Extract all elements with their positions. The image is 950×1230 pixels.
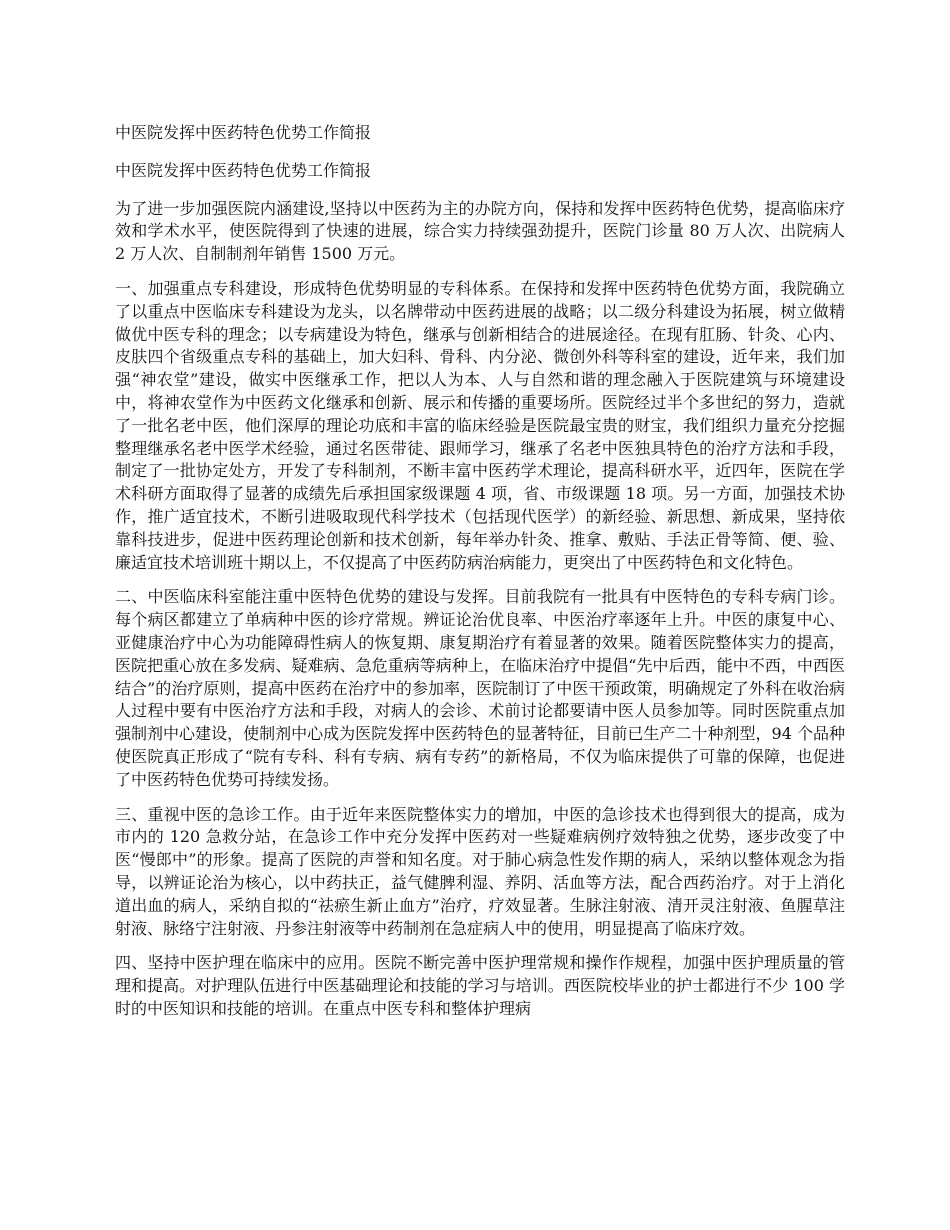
section-2-paragraph: 二、中医临床科室能注重中医特色优势的建设与发挥。目前我院有一批具有中医特色的专科专病门诊。每个病区都建立了单病种中医的诊疗常规。辨证论治优良率、中医治疗率逐年上升。中医的康复中心、亚健康治疗中心为功能障碍性病人的恢复期、康复期治疗有着显著的效果。随着医院整体实力的提高，医院把重心放在多发病、疑难病、急危重病等病种上，在临床治疗中提倡“先中后西，能中不西，中西医结合”的治疗原则，提高中医药在治疗中的参加率，医院制订了中医干预政策，明确规定了外科在收治病人过程中要有中医治疗方法和手段，对病人的会诊、术前讨论都要请中医人员参加等。同时医院重点加强制剂中心建设，使制剂中心成为医院发挥中医药特色的显著特征，目前已生产二十种剂型，94 个品种使医院真正形成了“院有专科、科有专病、病有专药”的新格局，不仅为临床提供了可靠的保障，也促进了中医药特色优势可持续发扬。 xyxy=(115,587,845,789)
section-3-paragraph: 三、重视中医的急诊工作。由于近年来医院整体实力的增加，中医的急诊技术也得到很大的提高，成为市内的 120 急救分站，在急诊工作中充分发挥中医药对一些疑难病例疗效特独之优势，逐步改变了中医“慢郎中”的形象。提高了医院的声誉和知名度。对于肺心病急性发作期的病人，采纳以整体观念为指导，以辨证论治为核心，以中药扶正，益气健脾利湿、养阴、活血等方法，配合西药治疗。对于上消化道出血的病人，采纳自拟的“祛瘀生新止血方”治疗，疗效显著。生脉注射液、清开灵注射液、鱼腥草注射液、脉络宁注射液、丹参注射液等中药制剂在急症病人中的使用，明显提高了临床疗效。 xyxy=(115,804,845,938)
document-subtitle: 中医院发挥中医药特色优势工作简报 xyxy=(115,160,372,180)
document-title: 中医院发挥中医药特色优势工作简报 xyxy=(115,123,372,142)
intro-paragraph: 为了进一步加强医院内涵建设,坚持以中医药为主的办院方向，保持和发挥中医药特色优势，提高临床疗效和学术水平，使医院得到了快速的进展，综合实力持续强劲提升，医院门诊量 80 万人次、出院病人 2 万人次、自制制剂年销售 1500 万元。 xyxy=(115,198,845,264)
section-4-paragraph: 四、坚持中医护理在临床中的应用。医院不断完善中医护理常规和操作作规程，加强中医护理质量的管理和提高。对护理队伍进行中医基础理论和技能的学习与培训。西医院校毕业的护士都进行不少 100 学时的中医知识和技能的培训。在重点中医专科和整体护理病 xyxy=(115,953,845,1018)
document-body xyxy=(115,122,845,1033)
section-1-paragraph: 一、加强重点专科建设，形成特色优势明显的专科体系。在保持和发挥中医药特色优势方面，我院确立了以重点中医临床专科建设为龙头，以名牌带动中医药进展的战略；以二级分科建设为拓展，树立做精做优中医专科的理念；以专病建设为特色，继承与创新相结合的进展途径。在现有肛肠、针灸、心内、皮肤四个省级重点专科的基础上，加大妇科、骨科、内分泌、微创外科等科室的建设，近年来，我们加强“神农堂”建设，做实中医继承工作，把以人为本、人与自然和谐的理念融入于医院建筑与环境建设中，将神农堂作为中医药文化继承和创新、展示和传播的重要场所。医院经过半个多世纪的努力，造就了一批名老中医，他们深厚的理论功底和丰富的临床经验是医院最宝贵的财宝，我们组织力量充分挖掘整理继承名老中医学术经验，通过名医带徒、跟师学习，继承了名老中医独具特色的治疗方法和手段，制定了一批协定处方，开发了专科制剂，不断丰富中医药学术理论，提高科研水平，近四年，医院在学术科研方面取得了显著的成绩先后承担国家级课题 4 项，省、市级课题 18 项。另一方面，加强技术协作，推广适宜技术，不断引进吸取现代科学技术（包括现代医学）的新经验、新思想、新成果，坚持依靠科技进步，促进中医药理论创新和技术创新，每年举办针灸、推拿、敷贴、手法正骨等简、便、验、廉适宜技术培训班十期以上，不仅提高了中医药防病治病能力，更突出了中医药特色和文化特色。 xyxy=(115,278,845,572)
